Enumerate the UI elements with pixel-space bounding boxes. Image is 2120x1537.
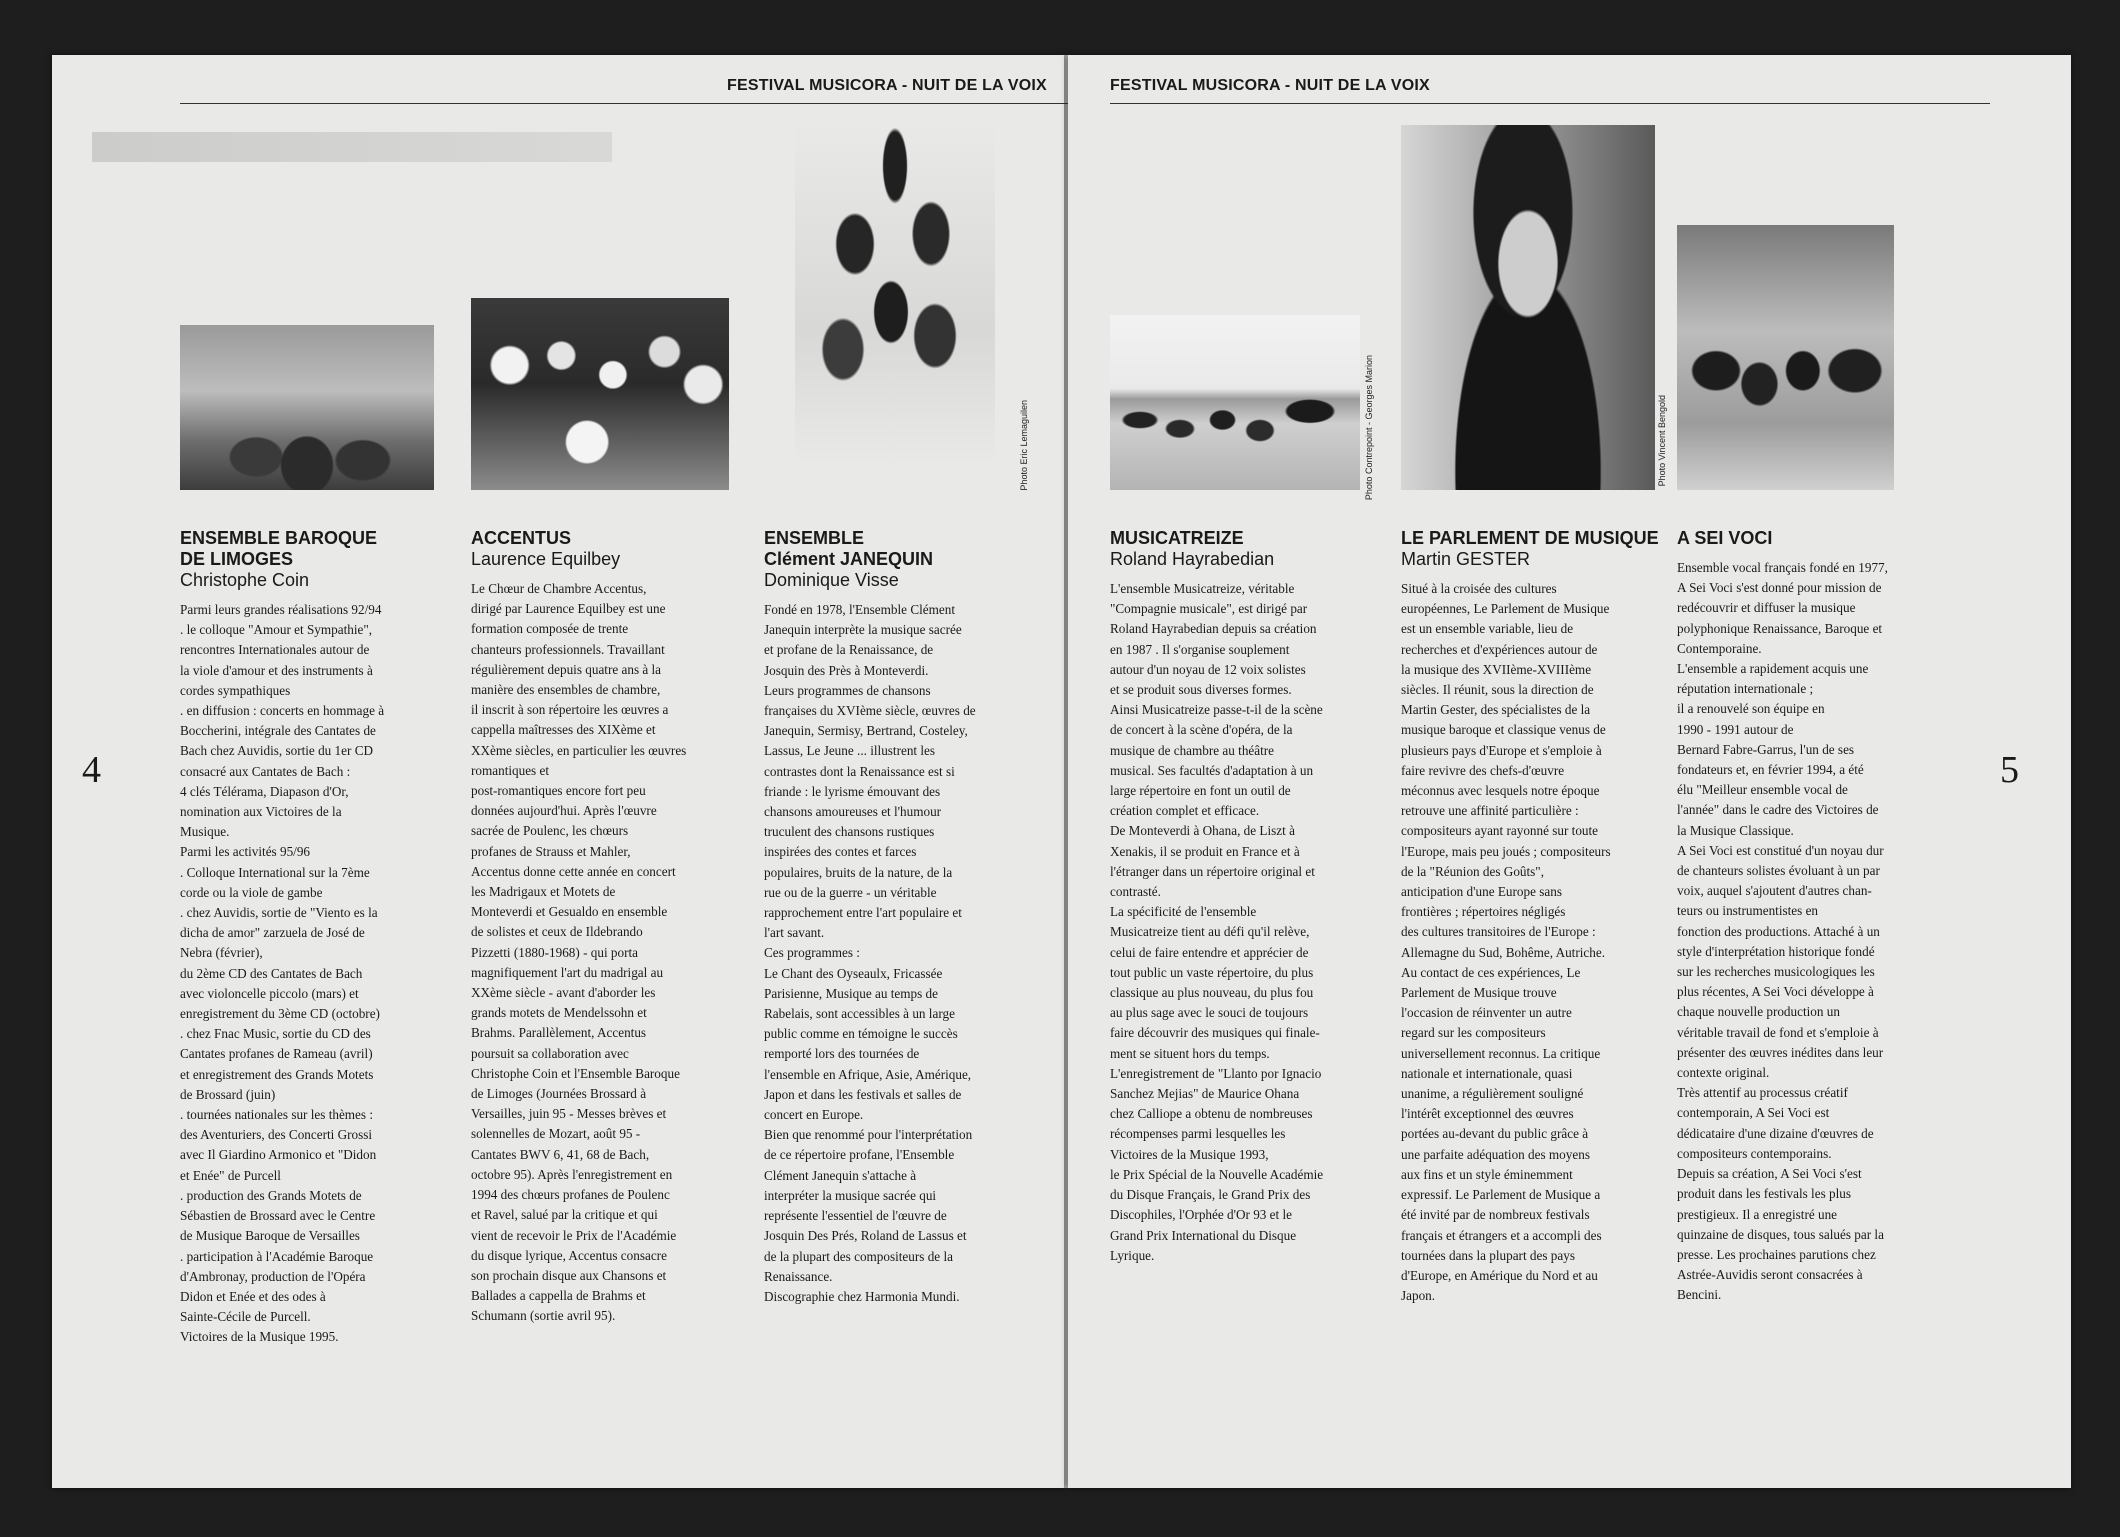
bleed-through-band [92,132,612,162]
photo-musicatreize [1110,315,1360,490]
ensemble-column [471,528,736,1327]
ensemble-title: ACCENTUS [471,528,572,548]
ensemble-text: Ensemble vocal français fondé en 1977, A Sei Voci s'est donné pour mission de redécouvrir et diffuser la musique polyphonique Renaissance, Baroque et Contemporaine. L'ensemble a rapidement acquis une réputation internationale ; il a renouvelé son équipe en 1990 - 1991 autour de Bernard Fabre-Garrus, l'un de ses fondateurs et, en février 1994, a été élu "Meilleur ensemble vocal de l'année" dans le cadre des Victoires de la Musique Classique. A Sei Voci est constitué d'un noyau dur de chanteurs solistes évoluant à un par voix, auquel s'ajoutent d'autres chan- teurs ou instrumentistes en fonction des productions. Attaché à un style d'interprétation historique fondé sur les recherches musicologiques les plus récentes, A Sei Voci développe à chaque nouvelle production un véritable travail de fond et s'emploie à présenter des œuvres inédites dans leur contexte original. Très attentif au processus créatif contemporain, A Sei Voci est dédicataire d'une dizaine d'œuvres de compositeurs contemporains. Depuis sa création, A Sei Voci s'est produit dans les festivals les plus prestigieux. Il a enregistré une quinzaine de disques, tous salués par la presse. Les prochaines parutions chez Astrée-Auvidis seront consacrées à Bencini. [1677,560,1888,1303]
photo-janequin [795,125,995,465]
ensemble-column [1110,528,1380,1266]
ensemble-title: ENSEMBLE Clément JANEQUIN [764,528,934,569]
header-rule [1110,103,1990,104]
ensemble-title: MUSICATREIZE [1110,528,1244,548]
page-header: FESTIVAL MUSICORA - NUIT DE LA VOIX [727,77,1047,94]
ensemble-text: Parmi leurs grandes réalisations 92/94 . le colloque "Amour et Sympathie", rencontres Internationales autour de la viole d'amour et des instruments à cordes sympathiques . en diffusion : concerts en hommage à Boccherini, intégrale des Cantates de Bach chez Auvidis, sortie du 1er CD consacré aux Cantates de Bach : 4 clés Télérama, Diapason d'Or, nomination aux Victoires de la Musique. Parmi les activités 95/96 . Colloque International sur la 7ème corde ou la viole de gambe . chez Auvidis, sortie de "Viento es la dicha de amor" zarzuela de José de Nebra (février), du 2ème CD des Cantates de Bach avec violoncelle piccolo (mars) et enregistrement du 3ème CD (octobre) . chez Fnac Music, sortie du CD des Cantates profanes de Rameau (avril) et enregistrement des Grands Motets de Brossard (juin) . tournées nationales sur les thèmes : des Aventuriers, des Concerti Grossi avec Il Giardino Armonico et "Didon et Enée" de Purcell . production des Grands Motets de Sébastien de Brossard avec le Centre de Musique Baroque de Versailles . participation à l'Académie Baroque d'Ambronay, production de l'Opéra Didon et Enée et des odes à Sainte-Cécile de Purcell. Victoires de la Musique 1995. [180,602,385,1345]
ensemble-column [1677,528,1947,1306]
photo-credit: Photo Contrepoint - Georges Marion [1364,355,1374,501]
ensemble-director: Dominique Visse [764,570,899,590]
photo-parlement [1401,125,1655,490]
photo-credit: Photo Vincent Bengold [1657,395,1667,487]
ensemble-column [180,528,440,1348]
page-number: 5 [2000,749,2019,791]
photo-ensemble-baroque [180,325,434,490]
ensemble-text: Le Chœur de Chambre Accentus, dirigé par Laurence Equilbey est une formation composée de trente chanteurs professionnels. Travaillant régulièrement depuis quatre ans à la manière des ensembles de chambre, il inscrit à son répertoire les œuvres a cappella maîtresses des XIXème et XXème siècles, en particulier les œuvres romantiques et post-romantiques encore fort peu données aujourd'hui. Après l'œuvre sacrée de Poulenc, les chœurs profanes de Strauss et Mahler, Accentus donne cette année en concert les Madrigaux et Motets de Monteverdi et Gesualdo en ensemble de solistes et ceux de Ildebrando Pizzetti (1880-1968) - qui porta magnifiquement l'art du madrigal au XXème siècle - avant d'aborder les grands motets de Mendelssohn et Brahms. Parallèlement, Accentus poursuit sa collaboration avec Christophe Coin et l'Ensemble Baroque de Limoges (Journées Brossard à Versailles, juin 95 - Messes brèves et solennelles de Mozart, août 95 - Cantates BWV 6, 41, 68 de Bach, octobre 95). Après l'enregistrement en 1994 des chœurs profanes de Poulenc et Ravel, salué par la critique et qui vient de recevoir le Prix de l'Académie du disque lyrique, Accentus consacre son prochain disque aux Chansons et Ballades a cappella de Brahms et Schumann (sortie avril 95). [471,581,687,1324]
page-header: FESTIVAL MUSICORA - NUIT DE LA VOIX [1110,77,1430,94]
photo-a-sei-voci [1677,225,1894,490]
ensemble-column [1401,528,1671,1306]
ensemble-text: Situé à la croisée des cultures européennes, Le Parlement de Musique est un ensemble variable, lieu de recherches et d'expériences autour de la musique des XVIIème-XVIIIème siècles. Il réunit, sous la direction de Martin Gester, des spécialistes de la musique baroque et classique venus de plusieurs pays d'Europe et s'emploie à faire revivre des chefs-d'œuvre méconnus avec lesquels notre époque retrouve une affinité particulière : compositeurs ayant rayonné sur toute l'Europe, mais peu joués ; compositeurs de la "Réunion des Goûts", anticipation d'une Europe sans frontières ; répertoires négligés des cultures transitoires de l'Europe : Allemagne du Sud, Bohême, Autriche. Au contact de ces expériences, Le Parlement de Musique trouve l'occasion de réinventer un autre regard sur les compositeurs universellement reconnus. La critique nationale et internationale, quasi unanime, a régulièrement souligné l'intérêt exceptionnel des œuvres portées au-devant du public grâce à une parfaite adéquation des moyens aux fins et un style éminemment expressif. Le Parlement de Musique a été invité par de nombreux festivals français et étrangers et a accompli des tournées dans la plupart des pays d'Europe, en Amérique du Nord et au Japon. [1401,581,1611,1304]
ensemble-column [764,528,1034,1307]
photo-accentus [471,298,729,490]
ensemble-text: Fondé en 1978, l'Ensemble Clément Janequin interprète la musique sacrée et profane de la Renaissance, de Josquin des Près à Monteverdi. Leurs programmes de chansons françaises du XVIème siècle, œuvres de Janequin, Sermisy, Bertrand, Costeley, Lassus, Le Jeune ... illustrent les contrastes dont la Renaissance est si friande : le lyrisme émouvant des chansons amoureuses et l'humour truculent des chansons rustiques inspirées des contes et farces populaires, bruits de la nature, de la rue ou de la guerre - un véritable rapprochement entre l'art populaire et l'art savant. Ces programmes : Le Chant des Oyseaulx, Fricassée Parisienne, Musique au temps de Rabelais, sont accessibles à un large public comme en témoigne le succès remporté lors des tournées de l'ensemble en Afrique, Asie, Amérique, Japon et dans les festivals et salles de concert en Europe. Bien que renommé pour l'interprétation de ce répertoire profane, l'Ensemble Clément Janequin s'attache à interpréter la musique sacrée qui représente l'essentiel de l'œuvre de Josquin Des Prés, Roland de Lassus et de la plupart des compositeurs de la Renaissance. Discographie chez Harmonia Mundi. [764,602,976,1304]
ensemble-title: ENSEMBLE BAROQUE DE LIMOGES [180,528,378,569]
ensemble-director: Laurence Equilbey [471,549,621,569]
ensemble-director: Martin GESTER [1401,549,1531,569]
ensemble-title: LE PARLEMENT DE MUSIQUE [1401,528,1659,548]
photo-credit: Photo Eric Lemaguilen [1019,400,1029,491]
left-page [52,55,1064,1488]
ensemble-text: L'ensemble Musicatreize, véritable "Compagnie musicale", est dirigé par Roland Hayrabedian depuis sa création en 1987 . Il s'organise souplement autour d'un noyau de 12 voix solistes et se produit sous diverses formes. Ainsi Musicatreize passe-t-il de la scène de concert à la scène d'opéra, de la musique de chambre au théâtre musical. Ses facultés d'adaptation à un large répertoire en font un outil de création complet et efficace. De Monteverdi à Ohana, de Liszt à Xenakis, il se produit en France et à l'étranger dans un répertoire original et contrasté. La spécificité de l'ensemble Musicatreize tient au défi qu'il relève, celui de faire entendre et apprécier de tout public un vaste répertoire, du plus classique au plus nouveau, du plus fou au plus sage avec le souci de toujours faire découvrir des musiques qui finale- ment se situent hors du temps. L'enregistrement de "Llanto por Ignacio Sanchez Mejias" de Maurice Ohana chez Calliope a obtenu de nombreuses récompenses parmi lesquelles les Victoires de la Musique 1993, le Prix Spécial de la Nouvelle Académie du Disque Français, le Grand Prix des Discophiles, l'Orphée d'Or 93 et le Grand Prix International du Disque Lyrique. [1110,581,1324,1263]
right-page [1068,55,2071,1488]
page-number: 4 [82,749,101,791]
ensemble-director: Christophe Coin [180,570,310,590]
ensemble-title: A SEI VOCI [1677,528,1773,548]
ensemble-director: Roland Hayrabedian [1110,549,1275,569]
header-rule [180,103,1075,104]
